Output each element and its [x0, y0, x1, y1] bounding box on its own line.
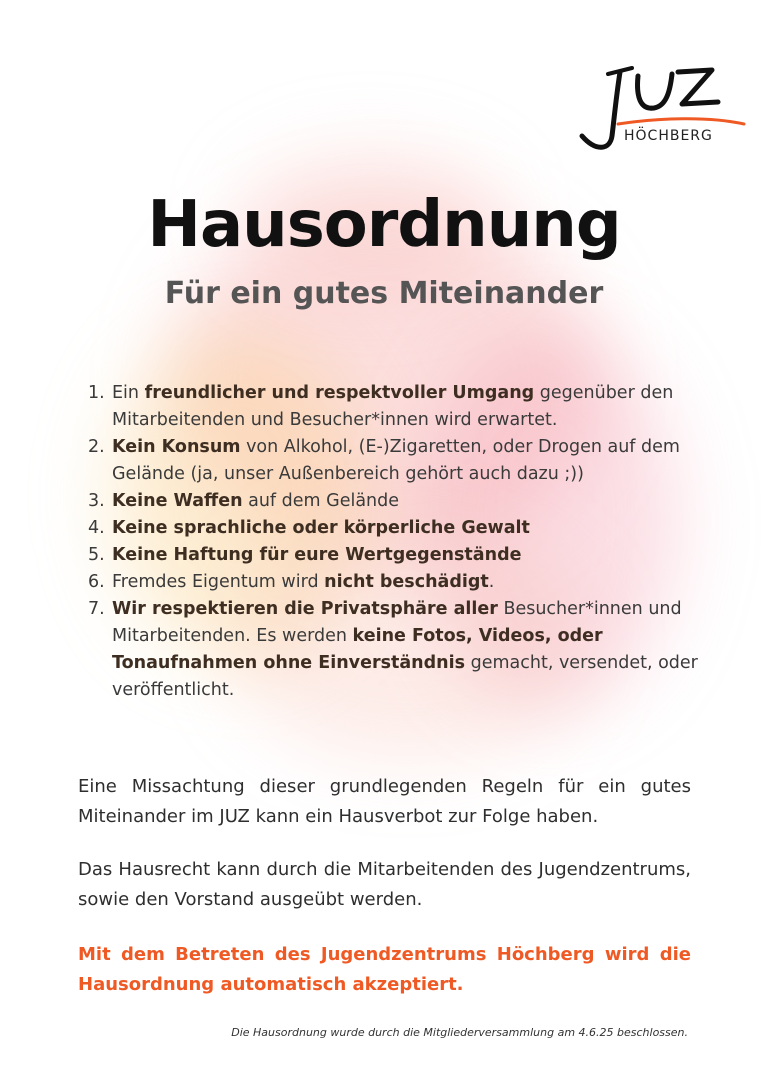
rule-number: 5. — [88, 545, 105, 565]
juz-logo — [578, 58, 748, 158]
footnote: Die Hausordnung wurde durch die Mitgliederversammlung am 4.6.25 beschlossen. — [231, 1026, 688, 1039]
acceptance-notice: Mit dem Betreten des Jugendzentrums Höchberg wird die Hausordnung automatisch akzeptiert. — [78, 944, 691, 995]
juz-logo-mark — [578, 58, 748, 158]
rule-item: 2. Kein Konsum von Alkohol, (E-)Zigaretten, oder Drogen auf dem Gelände (ja, unser Außenbereich gehört auch dazu ;)) — [88, 434, 698, 488]
rule-number: 3. — [88, 491, 105, 511]
rule-number: 1. — [88, 383, 105, 403]
rule-item: 7. Wir respektieren die Privatsphäre aller Besucher*innen und Mitarbeitenden. Es werden keine Fotos, Videos, oder Tonaufnahmen ohne Einverständnis gemacht, versendet, oder veröffentlicht. — [88, 596, 698, 704]
rules-list — [88, 380, 698, 704]
rule-number: 7. — [88, 599, 105, 619]
rule-number: 2. — [88, 437, 105, 457]
rule-item: 1. Ein freundlicher und respektvoller Umgang gegenüber den Mitarbeitenden und Besucher*innen wird erwartet. — [88, 380, 698, 434]
rule-item: 5. Keine Haftung für eure Wertgegenstände — [88, 542, 698, 569]
rule-item: 4. Keine sprachliche oder körperliche Gewalt — [88, 515, 698, 542]
rule-number: 6. — [88, 572, 105, 592]
rule-item: 6. Fremdes Eigentum wird nicht beschädigt. — [88, 569, 698, 596]
page-subtitle: Für ein gutes Miteinander — [164, 276, 604, 311]
page-title: Hausordnung — [147, 188, 621, 262]
house-rights-paragraph: Das Hausrecht kann durch die Mitarbeitenden des Jugendzentrums, sowie den Vorstand ausgeübt werden. — [78, 859, 691, 910]
logo-subtitle: HÖCHBERG — [624, 128, 713, 144]
consequence-paragraph: Eine Missachtung dieser grundlegenden Regeln für ein gutes Miteinander im JUZ kann ein Hausverbot zur Folge haben. — [78, 776, 691, 827]
rule-number: 4. — [88, 518, 105, 538]
rule-item: 3. Keine Waffen auf dem Gelände — [88, 488, 698, 515]
